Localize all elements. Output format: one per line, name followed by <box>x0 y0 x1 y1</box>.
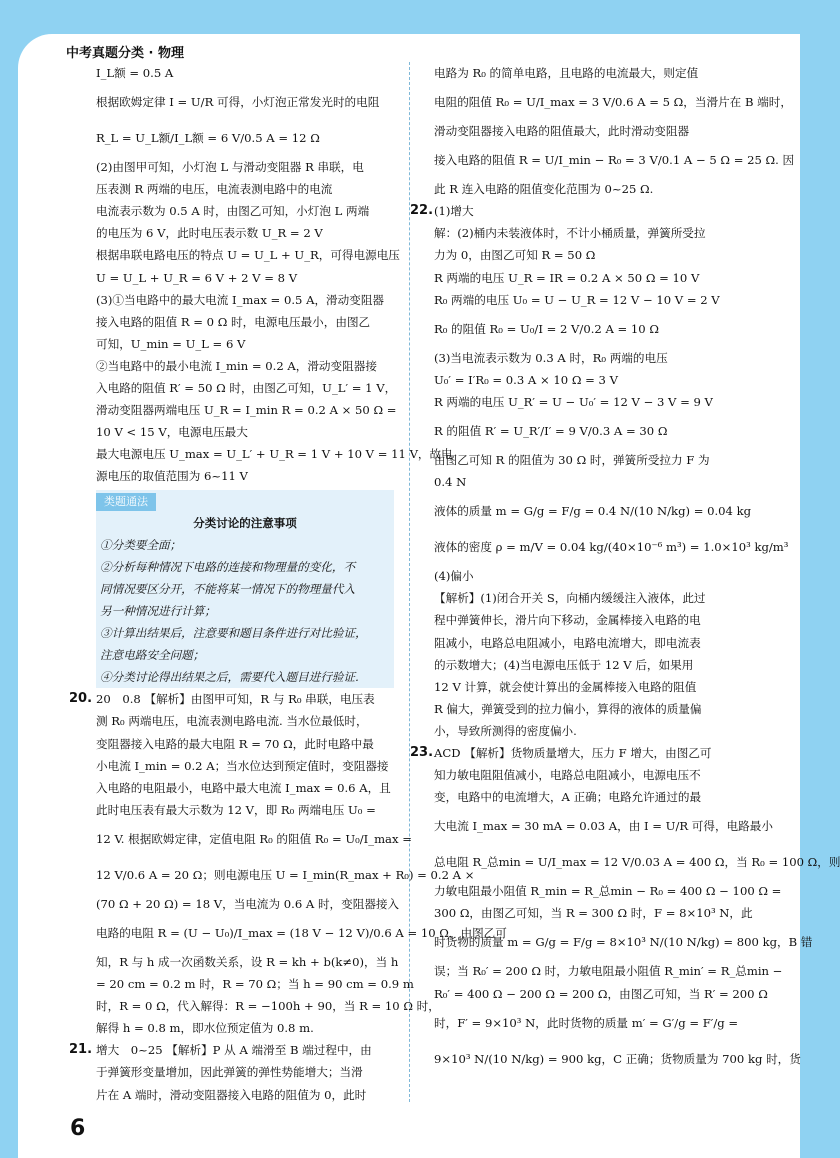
right-column <box>410 62 840 1077</box>
text-line: (3)当电流表示数为 0.3 A 时，R₀ 两端的电压 <box>434 350 668 365</box>
question-number: 23. <box>410 744 434 760</box>
text-line: 300 Ω，由图乙可知，当 R = 300 Ω 时，F = 8×10³ N，此 <box>434 906 753 921</box>
text-line: 小电流 I_min = 0.2 A；当水位达到预定值时，变阻器接 <box>96 758 389 773</box>
text-line: 电流表示数为 0.5 A 时，由图乙可知，小灯泡 L 两端 <box>96 204 370 219</box>
formula-line: 时，F′ = 9×10³ N，此时货物的质量 m′ = G′/g = F′/g = <box>434 1015 739 1030</box>
text-line: 变阻器接入电路的最大电阻 R = 70 Ω，此时电路中最 <box>96 736 374 751</box>
page-header: 中考真题分类 · 物理 <box>66 46 184 61</box>
tip-title: 分类讨论的注意事项 <box>193 515 297 530</box>
method-tip-box <box>96 490 394 689</box>
text-line: ②当电路中的最小电流 I_min = 0.2 A，滑动变阻器接 <box>96 358 377 373</box>
text-line: 误；当 R₀′ = 200 Ω 时，力敏电阻最小阻值 R_min′ = R_总min − <box>434 964 783 979</box>
text-line: U₀′ = I′R₀ = 0.3 A × 10 Ω = 3 V <box>434 372 618 387</box>
tip-line: 同情况要区分开，不能将某一情况下的物理量代入 <box>100 581 356 596</box>
question-23 <box>410 742 840 1077</box>
formula-line: 时货物的质量 m = G/g = F/g = 8×10³ N/(10 N/kg) = 800 kg，B 错 <box>434 935 813 950</box>
text-line: 0.4 N <box>434 475 467 490</box>
formula-line: 液体的质量 m = G/g = F/g = 0.4 N/(10 N/kg) = 0.04 kg <box>434 504 752 519</box>
text-line: R 两端的电压 U_R′ = U − U₀′ = 12 V − 3 V = 9 V <box>434 394 713 409</box>
question-21 <box>69 1039 392 1105</box>
formula-line: 9×10³ N/(10 N/kg) = 900 kg，C 正确；货物质量为 700 kg 时，货 <box>434 1051 801 1066</box>
text-line: 【解析】(1)闭合开关 S，向桶内缓缓注入液体，此过 <box>434 591 706 606</box>
formula-line: 电阻的阻值 R₀ = U/I_max = 3 V/0.6 A = 5 Ω，当滑片在 B 端时， <box>434 95 792 110</box>
text-line: R₀′ = 400 Ω − 200 Ω = 200 Ω，由图乙可知，当 R′ = 200 Ω <box>434 986 768 1001</box>
text-line: 入电路的阻值 R′ = 50 Ω 时，由图乙可知，U_L′ = 1 V， <box>96 381 397 396</box>
tip-line: ①分类要全面； <box>100 537 182 552</box>
text-line: 12 V 计算，就会使计算出的金属棒接入电路的阻值 <box>434 679 697 694</box>
text-line: U = U_L + U_R = 6 V + 2 V = 8 V <box>96 270 298 285</box>
text-line: 电路为 R₀ 的简单电路，且电路的电流最大，则定值 <box>434 66 699 80</box>
text-line: 由图乙可知 R 的阻值为 30 Ω 时，弹簧所受拉力 F 为 <box>434 453 710 468</box>
text-line: 的电压为 6 V，此时电压表示数 U_R = 2 V <box>96 226 323 241</box>
text-line: 此 R 连入电路的阻值变化范围为 0~25 Ω. <box>434 182 654 197</box>
text-line: 片在 A 端时，滑动变阻器接入电路的阻值为 0，此时 <box>96 1087 367 1102</box>
formula-line: 12 V. 根据欧姆定律，定值电阻 R₀ 的阻值 R₀ = U₀/I_max = <box>96 831 412 846</box>
question-22 <box>410 200 789 742</box>
text-line: 变，电路中的电流增大，A 正确；电路允许通过的最 <box>434 790 702 805</box>
text-line: 力为 0，由图乙可知 R = 50 Ω <box>434 248 596 263</box>
text-line: 此时电压表有最大示数为 12 V，即 R₀ 两端电压 U₀ = <box>96 802 376 817</box>
tip-line: ③计算出结果后，注意要和题目条件进行对比验证， <box>100 626 367 641</box>
text-line: 时，R = 0 Ω，代入解得：R = −100h + 90，当 R = 10 Ω 时， <box>96 999 440 1014</box>
text-line: 源电压的取值范围为 6~11 V <box>96 469 248 484</box>
formula-line: R_L = U_L额/I_L额 = 6 V/0.5 A = 12 Ω <box>96 131 320 146</box>
text-line: R 两端的电压 U_R = IR = 0.2 A × 50 Ω = 10 V <box>434 270 700 285</box>
text-line: (4)偏小 <box>434 569 474 584</box>
formula-line: 总电阻 R_总min = U/I_max = 12 V/0.03 A = 400 Ω，当 R₀ = 100 Ω，则 <box>434 855 840 870</box>
text-line: 于弹簧形变量增加，因此弹簧的弹性势能增大；当滑 <box>96 1065 363 1080</box>
tip-line: ④分类讨论得出结果之后，需要代入题目进行验证. <box>100 670 359 685</box>
text-line: (2)由图甲可知，小灯泡 L 与滑动变阻器 R 串联，电 <box>96 160 364 175</box>
text-line: 小，导致所测得的密度偏小. <box>434 723 577 738</box>
tip-label: 类题通法 <box>96 493 156 511</box>
tip-line: 注意电路安全问题； <box>100 648 205 663</box>
text-line: 根据串联电路电压的特点 U = U_L + U_R，可得电源电压 <box>96 248 400 263</box>
question-number: 21. <box>69 1042 93 1058</box>
text-line: 滑动变阻器接入电路的阻值最大，此时滑动变阻器 <box>434 124 690 139</box>
text-line: 力敏电阻最小阻值 R_min = R_总min − R₀ = 400 Ω − 100 Ω = <box>434 884 782 899</box>
formula-line: R₀ 的阻值 R₀ = U₀/I = 2 V/0.2 A = 10 Ω <box>434 321 659 336</box>
page-number: 6 <box>70 1116 86 1141</box>
text-line: 最大电源电压 U_max = U_L′ + U_R = 1 V + 10 V = 11 V，故电 <box>96 447 453 462</box>
text-line: 可知，U_min = U_L = 6 V <box>96 336 246 351</box>
text-line: 知力敏电阻阻值减小，电路总电阻减小，电源电压不 <box>434 768 701 783</box>
text-line: 测 R₀ 两端电压，电流表测电路电流. 当水位最低时， <box>96 714 368 729</box>
formula-line: 12 V/0.6 A = 20 Ω；则电源电压 U = I_min(R_max + R₀) = 0.2 A × <box>96 867 475 882</box>
text-line: 解得 h = 0.8 m，即水位预定值为 0.8 m. <box>96 1021 314 1036</box>
text-line: = 20 cm = 0.2 m 时，R = 70 Ω；当 h = 90 cm = 0.9 m <box>96 977 414 992</box>
text-line: 阻减小，电路总电阻减小，电路电流增大，即电流表 <box>434 635 701 650</box>
formula-line: R 的阻值 R′ = U_R′/I′ = 9 V/0.3 A = 30 Ω <box>434 424 668 439</box>
text-line: 滑动变阻器两端电压 U_R = I_min R = 0.2 A × 50 Ω = <box>96 403 397 418</box>
text-line: (3)①当电路中的最大电流 I_max = 0.5 A，滑动变阻器 <box>96 292 385 307</box>
text-line: 压表测 R 两端的电压，电流表测电路中的电流 <box>96 182 333 197</box>
formula-line: 接入电路的阻值 R = U/I_min − R₀ = 3 V/0.1 A − 5 Ω = 25 Ω. 因 <box>434 153 795 168</box>
tip-line: ②分析每种情况下电路的连接和物理量的变化，不 <box>100 559 356 574</box>
text-line: 20 0.8 【解析】由图甲可知，R 与 R₀ 串联，电压表 <box>96 692 375 707</box>
formula-line: 大电流 I_max = 30 mA = 0.03 A，由 I = U/R 可得，电路最小 <box>434 819 773 834</box>
text-line: 接入电路的阻值 R = 0 Ω 时，电源电压最小，由图乙 <box>96 314 371 329</box>
text-line: (1)增大 <box>434 204 474 219</box>
tip-line: 另一种情况进行计算； <box>100 603 216 618</box>
text-line: ACD 【解析】货物质量增大，压力 F 增大，由图乙可 <box>434 745 712 760</box>
formula-line: 电路的电阻 R = (U − U₀)/I_max = (18 V − 12 V)/0.6 A = 10 Ω，由图乙可 <box>96 926 507 940</box>
text-line: I_L额 = 0.5 A <box>96 66 174 80</box>
text-line: 根据欧姆定律 I = U/R 可得，小灯泡正常发光时的电阻 <box>96 95 380 110</box>
text-line: 入电路的电阻最小，电路中最大电流 I_max = 0.6 A，且 <box>96 780 391 795</box>
text-line: 的示数增大；(4)当电源电压低于 12 V 后，如果用 <box>434 657 694 672</box>
text-line: 程中弹簧伸长，滑片向下移动，金属棒接入电路的电 <box>434 613 701 628</box>
text-line: 增大 0~25 【解析】P 从 A 端滑至 B 端过程中，由 <box>96 1043 372 1058</box>
text-line: (70 Ω + 20 Ω) = 18 V，当电流为 0.6 A 时，变阻器接入 <box>96 896 400 911</box>
text-line: R 偏大，弹簧受到的拉力偏小，算得的液体的质量偏 <box>434 701 702 716</box>
text-line: 解：(2)桶内未装液体时，不计小桶质量，弹簧所受拉 <box>434 226 706 241</box>
text-line: 10 V < 15 V，电源电压最大 <box>96 425 248 440</box>
formula-line: 液体的密度 ρ = m/V = 0.04 kg/(40×10⁻⁶ m³) = 1.0×10³ kg/m³ <box>434 540 789 555</box>
text-line: R₀ 两端的电压 U₀ = U − U_R = 12 V − 10 V = 2 V <box>434 292 720 307</box>
text-line: 知，R 与 h 成一次函数关系，设 R = kh + b(k≠0)，当 h <box>96 955 399 969</box>
question-number: 22. <box>410 203 434 219</box>
question-number: 20. <box>69 691 93 707</box>
